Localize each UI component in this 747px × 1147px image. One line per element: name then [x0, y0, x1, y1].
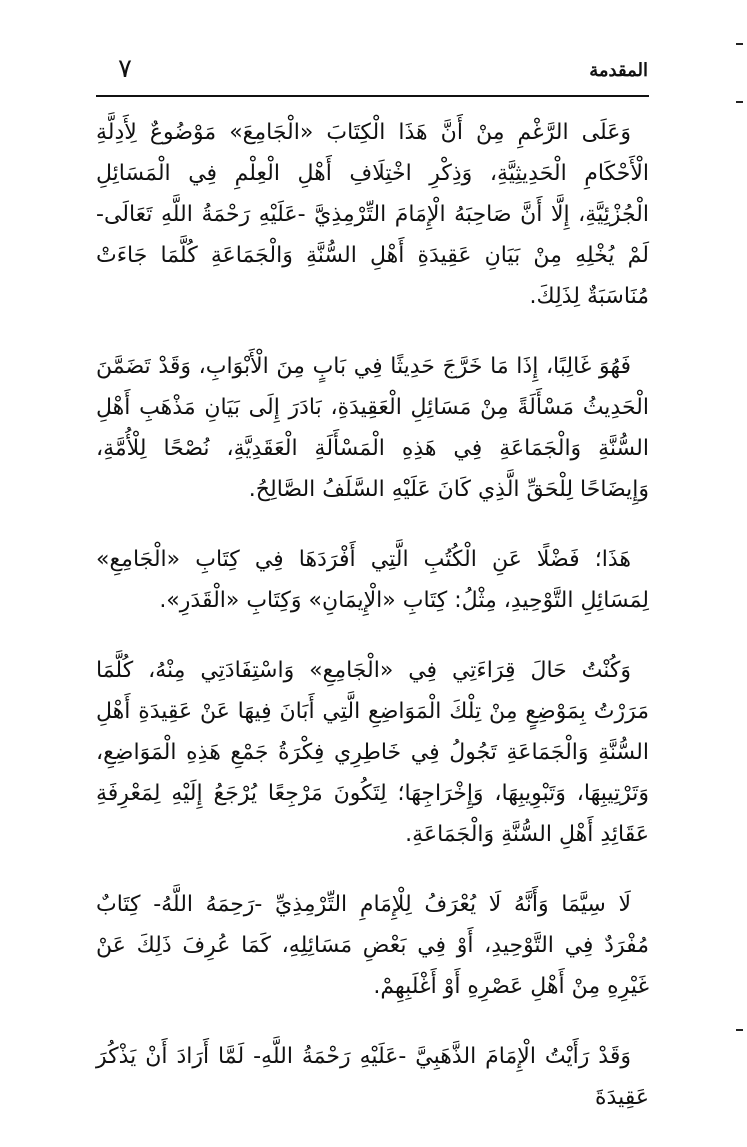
paragraph-4: وَكُنْتُ حَالَ قِرَاءَتِي فِي «الْجَامِعِ» وَاسْتِفَادَتِي مِنْهُ، كُلَّمَا مَرَرْتُ بِمَوْضِعٍ مِنْ تِلْكَ الْمَوَاضِعِ الَّتِي أَبَانَ فِيهَا عَنْ عَقِيدَةِ أَهْلِ السُّنَّةِ وَالْجَمَاعَةِ تَجُولُ فِي خَاطِرِي فِكْرَةُ جَمْعِ هَذِهِ الْمَوَاضِعِ، وَتَرْتِيبِهَا، وَتَبْوِيبِهَا، وَإِخْرَاجِهَا؛ لِتَكُونَ مَرْجِعًا يُرْجَعُ إِلَيْهِ لِمَعْرِفَةِ عَقَائِدِ أَهْلِ السُّنَّةِ وَالْجَمَاعَةِ. [96, 658, 649, 847]
page-number: ٧ [118, 54, 132, 84]
scan-mark [736, 43, 743, 45]
paragraph-6: وَقَدْ رَأَيْتُ الْإِمَامَ الذَّهَبِيَّ -عَلَيْهِ رَحْمَةُ اللَّهِ- لَمَّا أَرَادَ أَنْ يَذْكُرَ عَقِيدَةَ [96, 1044, 649, 1110]
scan-mark [736, 101, 743, 103]
chapter-title: المقدمة [589, 60, 648, 81]
paragraph-5: لَا سِيَّمَا وَأَنَّهُ لَا يُعْرَفُ لِلْإِمَامِ التِّرْمِذِيِّ -رَحِمَهُ اللَّهُ- كِتَابٌ مُفْرَدٌ فِي التَّوْحِيدِ، أَوْ فِي بَعْضِ مَسَائِلِهِ، كَمَا عُرِفَ ذَلِكَ عَنْ غَيْرِهِ مِنْ أَهْلِ عَصْرِهِ أَوْ أَغْلَبِهِمْ. [96, 892, 649, 999]
body-text [96, 112, 649, 1147]
page-header [96, 44, 648, 96]
scan-mark [736, 1029, 743, 1031]
paragraph-1: وَعَلَى الرَّغْمِ مِنْ أَنَّ هَذَا الْكِتَابَ «الْجَامِعَ» مَوْضُوعٌ لِأَدِلَّةِ الْأَحْكَامِ الْحَدِيثِيَّةِ، وَذِكْرِ اخْتِلَافِ أَهْلِ الْعِلْمِ فِي الْمَسَائِلِ الْجُزْئِيَّةِ، إِلَّا أَنَّ صَاحِبَهُ الْإِمَامَ التِّرْمِذِيَّ -عَلَيْهِ رَحْمَةُ اللَّهِ تَعَالَى- لَمْ يُخْلِهِ مِنْ بَيَانِ عَقِيدَةِ أَهْلِ السُّنَّةِ وَالْجَمَاعَةِ كُلَّمَا جَاءَتْ مُنَاسَبَةٌ لِذَلِكَ. [96, 120, 649, 309]
header-rule [96, 95, 649, 97]
paragraph-3: هَذَا؛ فَضْلًا عَنِ الْكُتُبِ الَّتِي أَفْرَدَهَا فِي كِتَابِ «الْجَامِعِ» لِمَسَائِلِ التَّوْحِيدِ، مِثْلُ: كِتَابِ «الْإِيمَانِ» وَكِتَابِ «الْقَدَرِ». [96, 547, 649, 613]
paragraph-2: فَهُوَ غَالِبًا، إِذَا مَا خَرَّجَ حَدِيثًا فِي بَابٍ مِنَ الْأَبْوَابِ، وَقَدْ تَضَمَّنَ الْحَدِيثُ مَسْأَلَةً مِنْ مَسَائِلِ الْعَقِيدَةِ، بَادَرَ إِلَى بَيَانِ مَذْهَبِ أَهْلِ السُّنَّةِ وَالْجَمَاعَةِ فِي هَذِهِ الْمَسْأَلَةِ الْعَقَدِيَّةِ، نُصْحًا لِلْأُمَّةِ، وَإِيضَاحًا لِلْحَقِّ الَّذِي كَانَ عَلَيْهِ السَّلَفُ الصَّالِحُ. [96, 354, 649, 502]
